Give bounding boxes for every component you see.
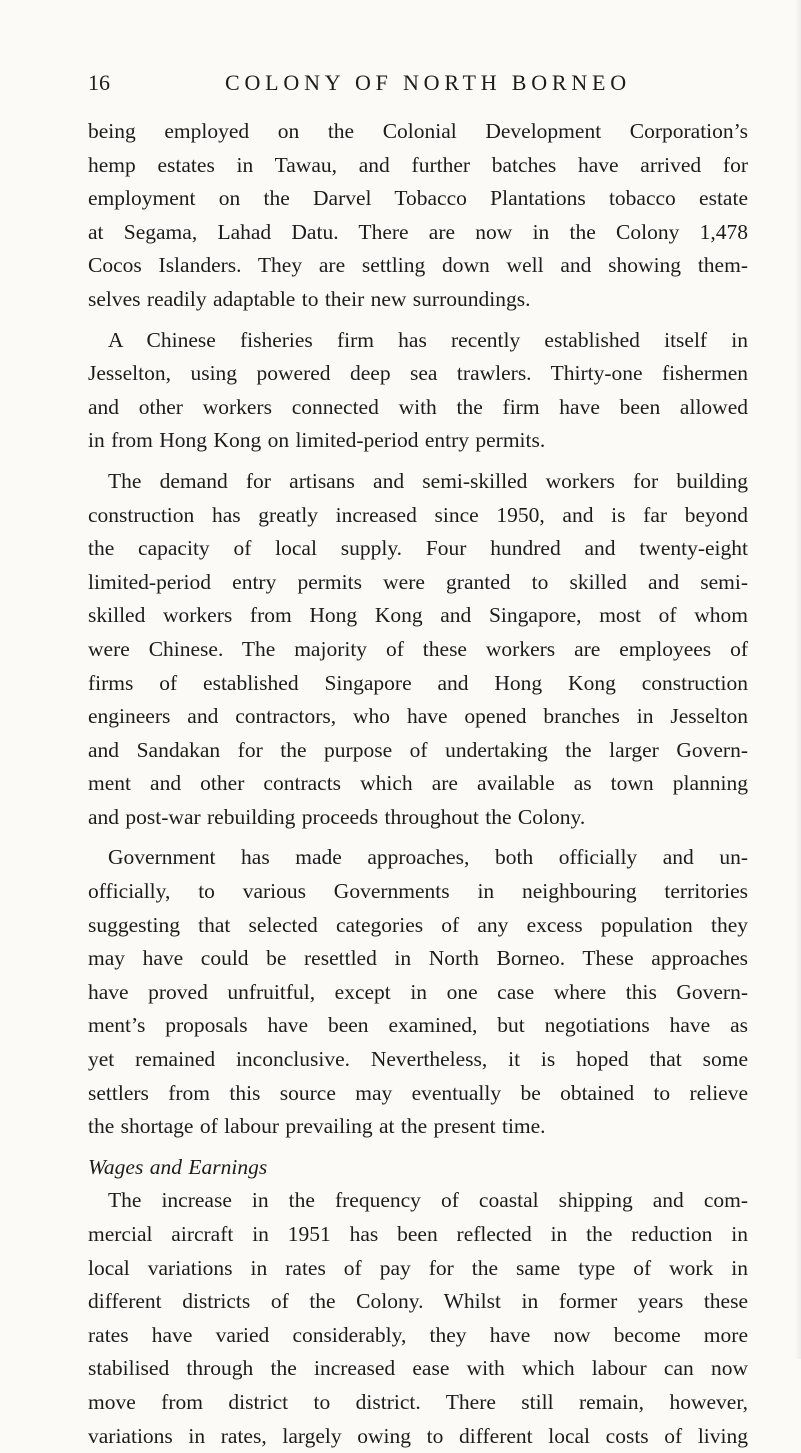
text-line: local variations in rates of pay for the same type of work in: [88, 1255, 748, 1280]
text-line: and other workers connected with the firm have been allowed: [88, 394, 748, 419]
text-line: the capacity of local supply. Four hundred and twenty-eight: [88, 536, 748, 561]
text-line: ment’s proposals have been examined, but negotiations have as: [88, 1013, 748, 1038]
text-line: A Chinese fisheries firm has recently established itself in: [108, 327, 748, 352]
text-line: move from district to district. There still remain, however,: [88, 1389, 748, 1414]
text-line: hemp estates in Tawau, and further batches have arrived for: [88, 152, 748, 177]
text-line: at Segama, Lahad Datu. There are now in the Colony 1,478: [88, 219, 748, 244]
text-line: rates have varied considerably, they have now become more: [88, 1322, 748, 1347]
text-line: and post-war rebuilding proceeds throughout the Colony.: [88, 804, 586, 829]
text-line: and Sandakan for the purpose of undertaking the larger Govern-: [88, 737, 748, 762]
paragraph-1: [88, 115, 748, 317]
text-line: limited-period entry permits were granted to skilled and semi-: [88, 569, 748, 594]
paragraph-2: [88, 324, 748, 458]
text-line: construction has greatly increased since 1950, and is far beyond: [88, 502, 748, 527]
text-line: ment and other contracts which are available as town planning: [88, 771, 748, 796]
page-number: 16: [88, 70, 110, 95]
text-line: The demand for artisans and semi-skilled workers for building: [108, 468, 748, 493]
text-line: Government has made approaches, both officially and un-: [108, 845, 748, 870]
text-line: have proved unfruitful, except in one case where this Govern-: [88, 979, 748, 1004]
text-line: may have could be resettled in North Borneo. These approaches: [88, 946, 748, 971]
text-line: being employed on the Colonial Development Corporation’s: [88, 119, 748, 143]
text-line: engineers and contractors, who have opened branches in Jesselton: [88, 704, 748, 729]
text-line: Jesselton, using powered deep sea trawlers. Thirty-one fishermen: [88, 361, 748, 386]
text-line: stabilised through the increased ease with which labour can now: [88, 1356, 748, 1381]
section-heading: Wages and Earnings: [88, 1154, 268, 1179]
text-line: selves readily adaptable to their new surroundings.: [88, 286, 531, 311]
page-header: [88, 70, 748, 104]
text-line: were Chinese. The majority of these workers are employees of: [88, 636, 748, 661]
text-line: suggesting that selected categories of any excess population they: [88, 912, 748, 937]
text-line: settlers from this source may eventually be obtained to relieve: [88, 1080, 748, 1105]
text-line: The increase in the frequency of coastal shipping and com-: [108, 1188, 748, 1213]
paragraph-3: [88, 465, 748, 835]
text-line: Cocos Islanders. They are settling down well and showing them-: [88, 253, 748, 278]
text-line: the shortage of labour prevailing at the present time.: [88, 1114, 546, 1139]
text-line: in from Hong Kong on limited-period entry permits.: [88, 428, 546, 453]
text-line: officially, to various Governments in neighbouring territories: [88, 879, 748, 904]
text-line: firms of established Singapore and Hong Kong construction: [88, 670, 748, 695]
section-wages-and-earnings: [88, 1151, 748, 1453]
running-title: COLONY OF NORTH BORNEO: [225, 70, 631, 95]
text-line: variations in rates, largely owing to different local costs of living: [88, 1423, 748, 1448]
text-line: different districts of the Colony. Whilst in former years these: [88, 1289, 748, 1314]
paragraph-4: [88, 841, 748, 1143]
text-line: yet remained inconclusive. Nevertheless, it is hoped that some: [88, 1047, 748, 1072]
page-edge-shadow: [795, 0, 801, 1359]
body-text: [88, 115, 748, 1453]
text-line: skilled workers from Hong Kong and Singapore, most of whom: [88, 603, 748, 628]
text-line: mercial aircraft in 1951 has been reflected in the reduction in: [88, 1222, 748, 1246]
text-line: employment on the Darvel Tobacco Plantations tobacco estate: [88, 186, 748, 211]
